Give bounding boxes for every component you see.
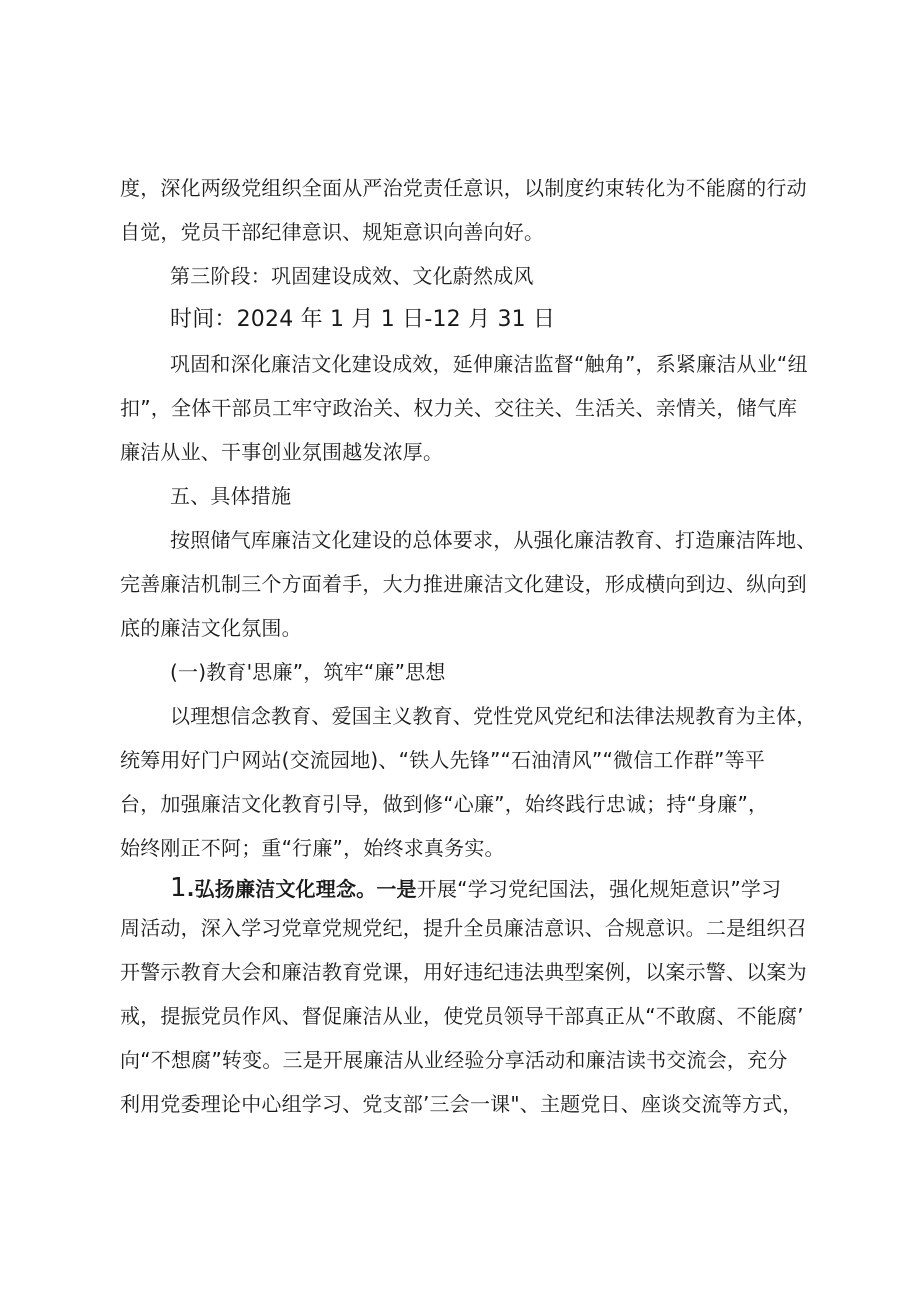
paragraph-line: 开警示教育大会和廉洁教育党课，用好违纪违法典型案例，以案示警、以案为 [120,960,807,984]
paragraph-line: 戒，提振党员作风、督促廉洁从业，使党员领导干部真正从“不敢腐、不能腐’ [120,1004,804,1028]
paragraph-line: 扣”，全体干部员工牢守政治关、权力关、交往关、生活关、亲情关，储气库 [120,396,798,420]
section-heading: 五、具体措施 [170,484,292,508]
paragraph-line: 底的廉洁文化氛围。 [120,616,302,640]
paragraph-line: 度，深化两级党组织全面从严治党责任意识，以制度约束转化为不能腐的行动 [120,176,807,200]
paragraph-line: 台，加强廉洁文化教育引导，做到修“心廉”，始终践行忠诚；持“身廉”， [120,792,769,816]
item-title: .弘扬廉洁文化理念。 [186,877,377,901]
paragraph-line: 完善廉洁机制三个方面着手，大力推进廉洁文化建设，形成横向到边、纵向到 [120,572,807,596]
stage-heading: 第三阶段：巩固建设成效、文化蔚然成风 [170,264,534,288]
paragraph-line: 廉洁从业、干事创业氛围越发浓厚。 [120,440,444,464]
paragraph-line: 自觉，党员干部纪律意识、规矩意识向善向好。 [120,220,545,244]
paragraph-line: 周活动，深入学习党章党规党纪，提升全员廉洁意识、合规意识。二是组织召 [120,916,807,940]
subsection-heading: (一)教育'思廉”，筑牢“廉”思想 [170,660,446,684]
item-1-line [170,870,820,907]
paragraph-line: 向“不想腐”转变。三是开展廉洁从业经验分享活动和廉洁读书交流会，充分 [120,1048,788,1072]
paragraph-line: 利用党委理论中心组学习、党支部’三会一课"、主题党日、座谈交流等方式， [120,1092,803,1116]
item-number: 1 [170,873,187,903]
paragraph-line: 始终刚正不阿；重“行廉”，始终求真务实。 [120,836,505,860]
paragraph-line: 按照储气库廉洁文化建设的总体要求，从强化廉洁教育、打造廉洁阵地、 [170,528,817,552]
paragraph-line: 统筹用好门户网站(交流园地)、“铁人先锋”“石油清风”“微信工作群”等平 [120,748,765,772]
item-first-label: 一是 [376,877,417,901]
paragraph-line: 以理想信念教育、爱国主义教育、党性党风党纪和法律法规教育为主体， [170,704,817,728]
item-text: 开展“学习党纪国法，强化规矩意识”学习 [416,877,782,901]
stage-time: 时间：2024 年 1 月 1 日-12 月 31 日 [170,307,556,332]
paragraph-line: 巩固和深化廉洁文化建设成效，延伸廉洁监督“触角”，系紧廉洁从业“纽 [170,352,808,376]
